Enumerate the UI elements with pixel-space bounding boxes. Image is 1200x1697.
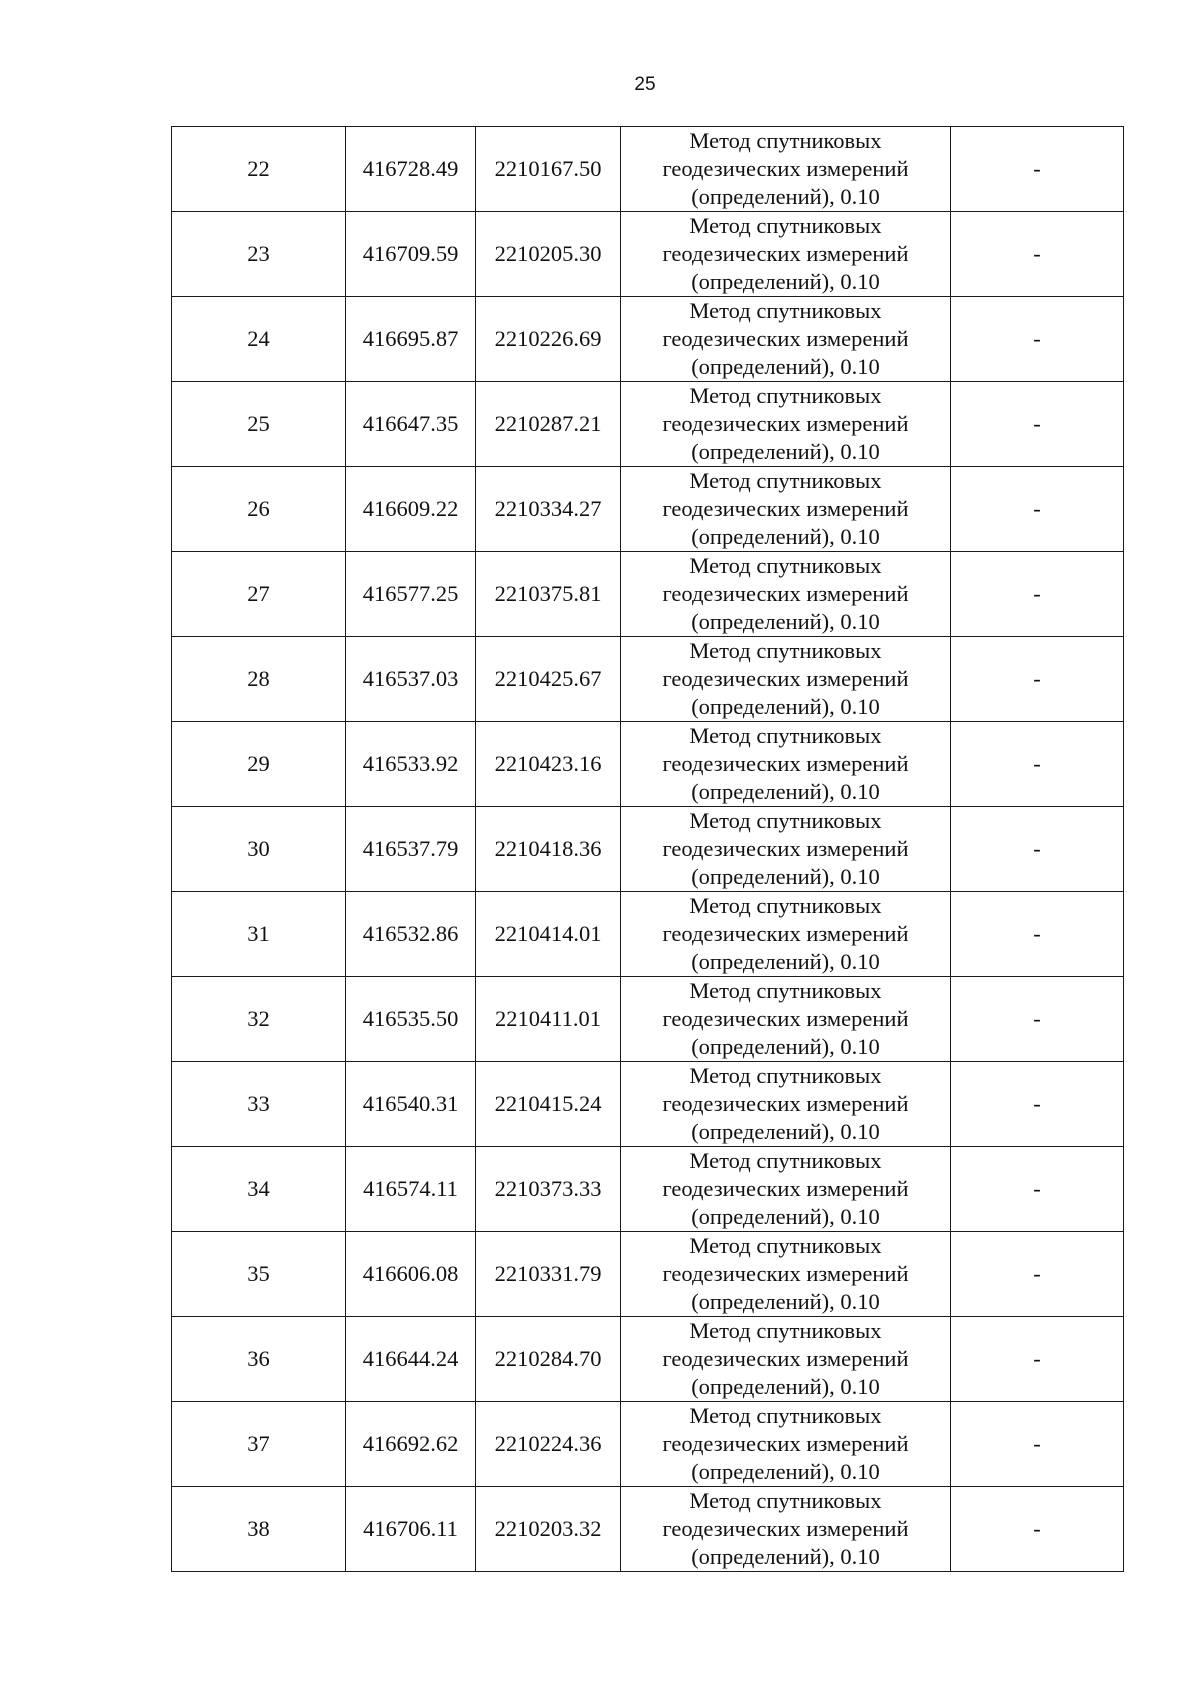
page-number: 25 bbox=[634, 74, 656, 95]
x-coordinate-cell: 416606.08 bbox=[346, 1232, 476, 1317]
method-accuracy-cell: Метод спутниковых геодезических измерений (определений), 0.10 bbox=[621, 552, 951, 637]
note-cell: - bbox=[951, 552, 1124, 637]
y-coordinate-cell: 2210425.67 bbox=[476, 637, 621, 722]
table-row bbox=[172, 1062, 1124, 1147]
table-row bbox=[172, 1147, 1124, 1232]
table-row bbox=[172, 1402, 1124, 1487]
method-accuracy-cell: Метод спутниковых геодезических измерений (определений), 0.10 bbox=[621, 722, 951, 807]
table-row bbox=[172, 1232, 1124, 1317]
point-number-cell: 35 bbox=[172, 1232, 346, 1317]
point-number-cell: 23 bbox=[172, 212, 346, 297]
method-accuracy-cell: Метод спутниковых геодезических измерений (определений), 0.10 bbox=[621, 892, 951, 977]
table-row bbox=[172, 297, 1124, 382]
method-accuracy-cell: Метод спутниковых геодезических измерений (определений), 0.10 bbox=[621, 1147, 951, 1232]
table-row bbox=[172, 382, 1124, 467]
method-accuracy-cell: Метод спутниковых геодезических измерений (определений), 0.10 bbox=[621, 637, 951, 722]
table-row bbox=[172, 552, 1124, 637]
y-coordinate-cell: 2210331.79 bbox=[476, 1232, 621, 1317]
table-row bbox=[172, 1317, 1124, 1402]
y-coordinate-cell: 2210224.36 bbox=[476, 1402, 621, 1487]
x-coordinate-cell: 416706.11 bbox=[346, 1487, 476, 1572]
x-coordinate-cell: 416709.59 bbox=[346, 212, 476, 297]
note-cell: - bbox=[951, 212, 1124, 297]
point-number-cell: 24 bbox=[172, 297, 346, 382]
note-cell: - bbox=[951, 637, 1124, 722]
note-cell: - bbox=[951, 1317, 1124, 1402]
y-coordinate-cell: 2210414.01 bbox=[476, 892, 621, 977]
table-row bbox=[172, 977, 1124, 1062]
table-row bbox=[172, 637, 1124, 722]
note-cell: - bbox=[951, 1402, 1124, 1487]
coordinates-table-body bbox=[172, 127, 1124, 1572]
y-coordinate-cell: 2210284.70 bbox=[476, 1317, 621, 1402]
point-number-cell: 25 bbox=[172, 382, 346, 467]
point-number-cell: 34 bbox=[172, 1147, 346, 1232]
method-accuracy-cell: Метод спутниковых геодезических измерений (определений), 0.10 bbox=[621, 297, 951, 382]
x-coordinate-cell: 416728.49 bbox=[346, 127, 476, 212]
y-coordinate-cell: 2210373.33 bbox=[476, 1147, 621, 1232]
note-cell: - bbox=[951, 807, 1124, 892]
note-cell: - bbox=[951, 977, 1124, 1062]
method-accuracy-cell: Метод спутниковых геодезических измерений (определений), 0.10 bbox=[621, 467, 951, 552]
y-coordinate-cell: 2210418.36 bbox=[476, 807, 621, 892]
y-coordinate-cell: 2210226.69 bbox=[476, 297, 621, 382]
table-row bbox=[172, 892, 1124, 977]
method-accuracy-cell: Метод спутниковых геодезических измерений (определений), 0.10 bbox=[621, 1317, 951, 1402]
y-coordinate-cell: 2210415.24 bbox=[476, 1062, 621, 1147]
x-coordinate-cell: 416644.24 bbox=[346, 1317, 476, 1402]
x-coordinate-cell: 416647.35 bbox=[346, 382, 476, 467]
note-cell: - bbox=[951, 1232, 1124, 1317]
x-coordinate-cell: 416533.92 bbox=[346, 722, 476, 807]
note-cell: - bbox=[951, 127, 1124, 212]
point-number-cell: 31 bbox=[172, 892, 346, 977]
x-coordinate-cell: 416537.03 bbox=[346, 637, 476, 722]
point-number-cell: 26 bbox=[172, 467, 346, 552]
x-coordinate-cell: 416535.50 bbox=[346, 977, 476, 1062]
x-coordinate-cell: 416540.31 bbox=[346, 1062, 476, 1147]
x-coordinate-cell: 416692.62 bbox=[346, 1402, 476, 1487]
x-coordinate-cell: 416574.11 bbox=[346, 1147, 476, 1232]
y-coordinate-cell: 2210423.16 bbox=[476, 722, 621, 807]
note-cell: - bbox=[951, 1062, 1124, 1147]
y-coordinate-cell: 2210205.30 bbox=[476, 212, 621, 297]
point-number-cell: 38 bbox=[172, 1487, 346, 1572]
point-number-cell: 32 bbox=[172, 977, 346, 1062]
y-coordinate-cell: 2210167.50 bbox=[476, 127, 621, 212]
method-accuracy-cell: Метод спутниковых геодезических измерений (определений), 0.10 bbox=[621, 1232, 951, 1317]
method-accuracy-cell: Метод спутниковых геодезических измерений (определений), 0.10 bbox=[621, 977, 951, 1062]
y-coordinate-cell: 2210375.81 bbox=[476, 552, 621, 637]
note-cell: - bbox=[951, 892, 1124, 977]
point-number-cell: 36 bbox=[172, 1317, 346, 1402]
x-coordinate-cell: 416532.86 bbox=[346, 892, 476, 977]
table-row bbox=[172, 467, 1124, 552]
point-number-cell: 37 bbox=[172, 1402, 346, 1487]
table-row bbox=[172, 722, 1124, 807]
note-cell: - bbox=[951, 1147, 1124, 1232]
y-coordinate-cell: 2210411.01 bbox=[476, 977, 621, 1062]
point-number-cell: 27 bbox=[172, 552, 346, 637]
y-coordinate-cell: 2210203.32 bbox=[476, 1487, 621, 1572]
y-coordinate-cell: 2210334.27 bbox=[476, 467, 621, 552]
point-number-cell: 29 bbox=[172, 722, 346, 807]
x-coordinate-cell: 416695.87 bbox=[346, 297, 476, 382]
point-number-cell: 28 bbox=[172, 637, 346, 722]
method-accuracy-cell: Метод спутниковых геодезических измерений (определений), 0.10 bbox=[621, 1402, 951, 1487]
method-accuracy-cell: Метод спутниковых геодезических измерений (определений), 0.10 bbox=[621, 1062, 951, 1147]
table-row bbox=[172, 807, 1124, 892]
note-cell: - bbox=[951, 467, 1124, 552]
y-coordinate-cell: 2210287.21 bbox=[476, 382, 621, 467]
x-coordinate-cell: 416537.79 bbox=[346, 807, 476, 892]
method-accuracy-cell: Метод спутниковых геодезических измерений (определений), 0.10 bbox=[621, 212, 951, 297]
note-cell: - bbox=[951, 1487, 1124, 1572]
note-cell: - bbox=[951, 722, 1124, 807]
method-accuracy-cell: Метод спутниковых геодезических измерений (определений), 0.10 bbox=[621, 127, 951, 212]
note-cell: - bbox=[951, 382, 1124, 467]
point-number-cell: 30 bbox=[172, 807, 346, 892]
point-number-cell: 33 bbox=[172, 1062, 346, 1147]
method-accuracy-cell: Метод спутниковых геодезических измерений (определений), 0.10 bbox=[621, 807, 951, 892]
coordinates-table bbox=[171, 126, 1124, 1572]
method-accuracy-cell: Метод спутниковых геодезических измерений (определений), 0.10 bbox=[621, 1487, 951, 1572]
point-number-cell: 22 bbox=[172, 127, 346, 212]
table-row bbox=[172, 212, 1124, 297]
x-coordinate-cell: 416609.22 bbox=[346, 467, 476, 552]
method-accuracy-cell: Метод спутниковых геодезических измерений (определений), 0.10 bbox=[621, 382, 951, 467]
table-row bbox=[172, 1487, 1124, 1572]
x-coordinate-cell: 416577.25 bbox=[346, 552, 476, 637]
note-cell: - bbox=[951, 297, 1124, 382]
table-row bbox=[172, 127, 1124, 212]
